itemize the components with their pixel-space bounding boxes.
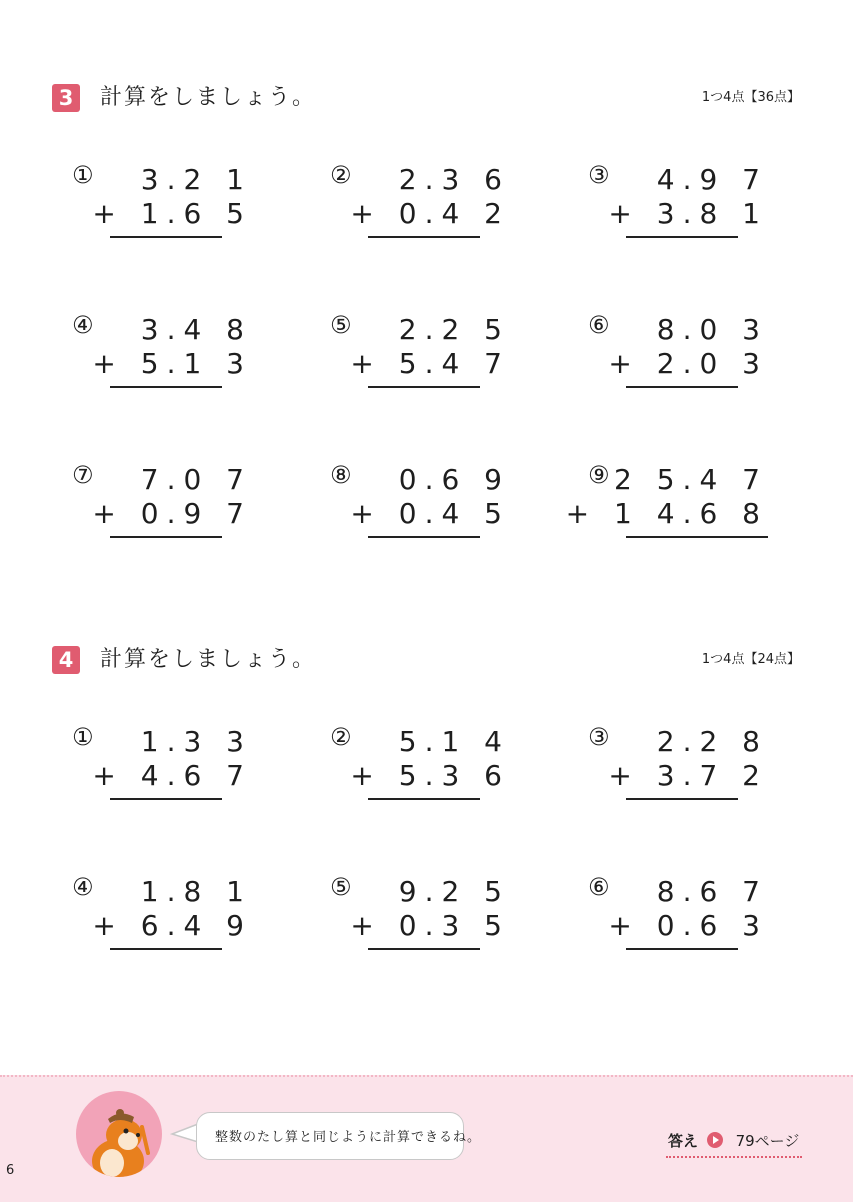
- sum-line: [626, 536, 768, 538]
- addend-top: 8.6 7: [656, 875, 768, 908]
- play-arrow-icon: [707, 1132, 723, 1148]
- hamster-icon: [76, 1091, 162, 1177]
- addend-bottom: + 5.4 7: [350, 347, 510, 380]
- sum-line: [626, 386, 738, 388]
- problem-number: ⑨: [588, 461, 610, 489]
- problem-number: ①: [72, 161, 94, 189]
- problem-number: ⑤: [330, 873, 352, 901]
- problem-3-6: [588, 310, 768, 390]
- problem-4-3: [588, 722, 768, 802]
- addend-top: 2.3 6: [398, 163, 510, 196]
- addend-top: 8.0 3: [656, 313, 768, 346]
- sum-line: [626, 236, 738, 238]
- problem-3-7: [72, 460, 252, 540]
- problem-3-3: [588, 160, 768, 240]
- addend-top: 2.2 8: [656, 725, 768, 758]
- addend-bottom: + 6.4 9: [92, 909, 252, 942]
- points-label: 1つ4点【24点】: [701, 652, 800, 667]
- addend-top: 2 5.4 7: [614, 463, 768, 496]
- addend-top: 9.2 5: [398, 875, 510, 908]
- sum-line: [368, 948, 480, 950]
- addend-bottom: + 1.6 5: [92, 197, 252, 230]
- speech-bubble: [196, 1112, 482, 1160]
- sum-line: [110, 948, 222, 950]
- problem-number: ③: [588, 723, 610, 751]
- addend-bottom: + 0.6 3: [608, 909, 768, 942]
- page-number: 6: [6, 1163, 15, 1178]
- addend-bottom: + 3.7 2: [608, 759, 768, 792]
- problem-number: ②: [330, 161, 352, 189]
- sum-line: [110, 798, 222, 800]
- sum-line: [368, 386, 480, 388]
- sum-line: [368, 798, 480, 800]
- problem-4-2: [330, 722, 510, 802]
- section-title: 計算をしましょう。: [100, 85, 317, 110]
- problem-4-6: [588, 872, 768, 952]
- addend-bottom: + 4.6 7: [92, 759, 252, 792]
- addend-bottom: + 5.1 3: [92, 347, 252, 380]
- problem-number: ④: [72, 311, 94, 339]
- section-number: 4: [52, 646, 80, 674]
- problem-4-1: [72, 722, 252, 802]
- problem-4-4: [72, 872, 252, 952]
- sum-line: [368, 236, 480, 238]
- points-label: 1つ4点【36点】: [701, 90, 800, 105]
- problem-number: ⑧: [330, 461, 352, 489]
- answer-reference: [668, 1130, 799, 1151]
- sum-line: [626, 798, 738, 800]
- problem-number: ②: [330, 723, 352, 751]
- addend-bottom: + 5.3 6: [350, 759, 510, 792]
- problem-3-8: [330, 460, 510, 540]
- addend-top: 4.9 7: [656, 163, 768, 196]
- addend-bottom: + 3.8 1: [608, 197, 768, 230]
- addend-bottom: + 0.4 5: [350, 497, 510, 530]
- answer-label: 答え: [668, 1132, 699, 1150]
- speech-text: 整数のたし算と同じように計算できるね。: [215, 1130, 482, 1145]
- answer-page: 79ページ: [735, 1132, 800, 1150]
- addend-bottom: + 0.9 7: [92, 497, 252, 530]
- problem-3-1: [72, 160, 252, 240]
- addend-top: 3.4 8: [140, 313, 252, 346]
- problem-number: ①: [72, 723, 94, 751]
- problem-4-5: [330, 872, 510, 952]
- section-3-header: [52, 84, 812, 118]
- addend-top: 0.6 9: [398, 463, 510, 496]
- problem-number: ③: [588, 161, 610, 189]
- problem-3-4: [72, 310, 252, 390]
- section-title: 計算をしましょう。: [100, 647, 317, 672]
- addend-top: 1.8 1: [140, 875, 252, 908]
- sum-line: [110, 536, 222, 538]
- problem-number: ⑤: [330, 311, 352, 339]
- problem-3-2: [330, 160, 510, 240]
- addend-bottom: + 0.4 2: [350, 197, 510, 230]
- problem-number: ⑥: [588, 311, 610, 339]
- sum-line: [110, 386, 222, 388]
- addend-bottom: + 1 4.6 8: [565, 497, 768, 530]
- addend-top: 3.2 1: [140, 163, 252, 196]
- problem-number: ⑦: [72, 461, 94, 489]
- sum-line: [368, 536, 480, 538]
- addend-top: 7.0 7: [140, 463, 252, 496]
- mascot-illustration: [76, 1091, 162, 1177]
- problem-3-5: [330, 310, 510, 390]
- answer-underline: [666, 1156, 802, 1158]
- problem-number: ④: [72, 873, 94, 901]
- problem-3-9: [565, 460, 768, 540]
- sum-line: [626, 948, 738, 950]
- addend-top: 2.2 5: [398, 313, 510, 346]
- section-4-header: [52, 646, 812, 680]
- addend-top: 1.3 3: [140, 725, 252, 758]
- section-number: 3: [52, 84, 80, 112]
- addend-top: 5.1 4: [398, 725, 510, 758]
- addend-bottom: + 2.0 3: [608, 347, 768, 380]
- sum-line: [110, 236, 222, 238]
- addend-bottom: + 0.3 5: [350, 909, 510, 942]
- problem-number: ⑥: [588, 873, 610, 901]
